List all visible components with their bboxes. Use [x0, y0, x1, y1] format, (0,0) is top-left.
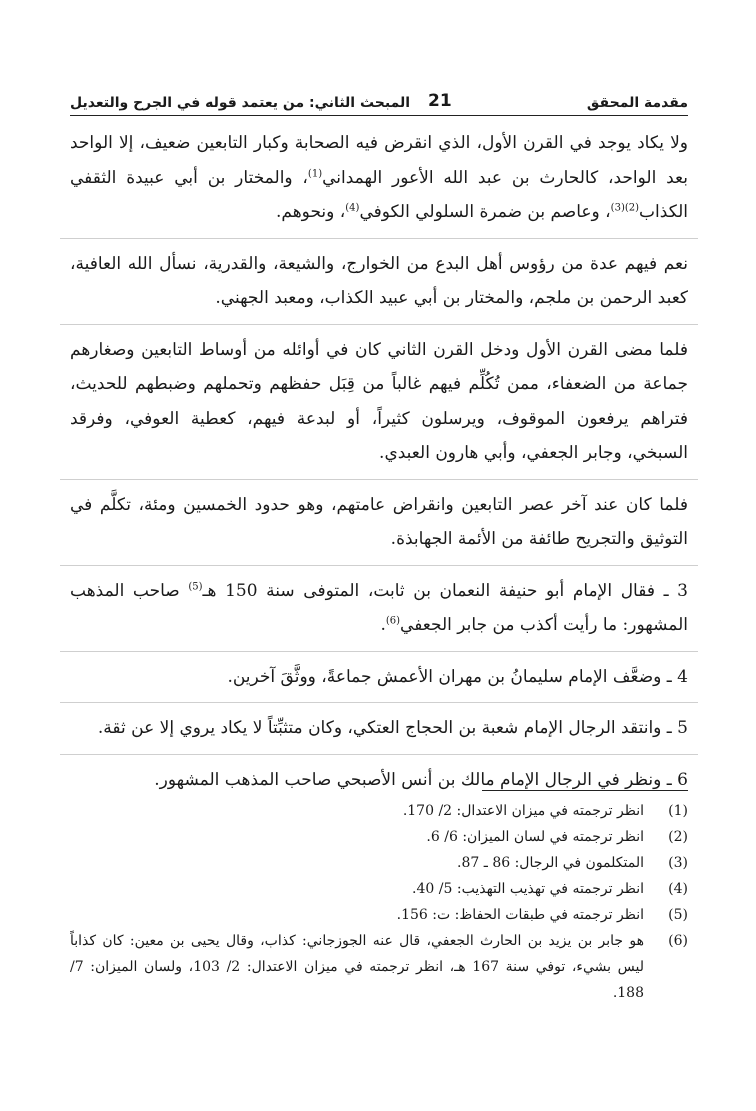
numbered-paragraph: 5 ـ وانتقد الرجال الإمام شعبة بن الحجاج العتكي، وكان متثبِّتاً لا يكاد يروي إلا عن ثقة. [97, 718, 688, 738]
numbered-paragraph: 4 ـ وضعَّف الإمام سليمانُ بن مهران الأعمش جماعةً، ووثَّقَ آخرين. [227, 666, 688, 687]
footnote-number: (1) [668, 803, 688, 819]
section-title: المبحث الثاني: من يعتمد قوله في الجرح والتعديل [70, 95, 411, 111]
paragraph-text: . [380, 615, 386, 635]
footnote-text: انظر ترجمته في طبقات الحفاظ: ت: 156. [396, 907, 644, 923]
footnote-ref: (4) [345, 202, 360, 214]
footnote-number: (2) [668, 829, 688, 845]
running-header [70, 86, 688, 116]
paragraph-text: ولا يكاد يوجد في القرن الأول، الذي انقرض فيه الصحابة وكبار التابعين ضعيف، إلا الواحد بعد الواحد، كالحارث بن عبد الله الأعور الهمداني [70, 133, 688, 188]
footnote [70, 798, 688, 824]
footnote [70, 824, 688, 850]
footnote-number: (3) [668, 855, 688, 871]
chapter-title: مقدمة المحقق [586, 95, 688, 111]
paragraph-text: ، وعاصم بن ضمرة السلولي الكوفي [359, 202, 611, 222]
footnote-text: المتكلمون في الرجال: 86 ـ 87. [457, 855, 644, 871]
paragraph: فلما مضى القرن الأول ودخل القرن الثاني كان في أوائله من أوساط التابعين وصغارهم جماعة من الضعفاء، ممن تُكُلِّم فيهم غالباً من قِبَل حفظهم وتحملهم وضبطهم للحديث، فتراهم يرفعون الموقوف، ويرسلون كثيراً، أو لبدعة فيهم، كعطية العوفي، وفرقد السبخي، وجابر الجعفي، وأبي هارون العبدي. [70, 339, 688, 463]
paragraph-separator [60, 324, 698, 325]
paragraph: فلما كان عند آخر عصر التابعين وانقراض عامتهم، وهو حدود الخمسين ومئة، تكلَّم في التوثيق والتجريح طائفة من الأئمة الجهابذة. [70, 494, 688, 549]
paragraph: نعم فيهم عدة من رؤوس أهل البدع من الخوارج، والشيعة، والقدرية، نسأل الله العافية، كعبد الرحمن بن ملجم، والمختار بن أبي عبيد الكذاب، ومعبد الجهني. [70, 253, 688, 308]
footnote-number: (6) [668, 933, 688, 949]
footnote [70, 928, 688, 1006]
footnote-rule [482, 790, 688, 791]
footnote-text: انظر ترجمته في ميزان الاعتدال: 2/ 170. [402, 803, 644, 819]
footnote-number: (4) [668, 881, 688, 897]
footnote-ref: (5) [188, 580, 203, 592]
paragraph-text: 3 ـ فقال الإمام أبو حنيفة النعمان بن ثابت، المتوفى سنة 150 هـ [202, 580, 688, 601]
paragraph-separator [60, 702, 698, 703]
paragraph-text: صاحب المذهب المشهور: ما رأيت أكذب من جابر الجعفي [70, 580, 688, 635]
page-number: 21 [428, 91, 452, 111]
paragraph-text: ، ونحوهم. [275, 202, 346, 222]
footnote [70, 902, 688, 928]
paragraph-text: ، والمختار بن أبي عبيدة الثقفي الكذاب [70, 167, 688, 222]
paragraph-separator [60, 754, 698, 755]
header-group [70, 91, 452, 111]
footnote-ref: (6) [385, 615, 401, 627]
footnotes [70, 798, 688, 1006]
footnote-ref: (1) [307, 167, 323, 179]
paragraph [70, 126, 688, 230]
footnote-ref: (2)(3) [610, 202, 640, 214]
footnote [70, 876, 688, 902]
main-text [70, 126, 688, 797]
paragraph-separator [60, 479, 698, 480]
numbered-paragraph [70, 574, 688, 643]
numbered-paragraph: 6 ـ ونظر في الرجال الإمام مالك بن أنس الأصبحي صاحب المذهب المشهور. [154, 769, 688, 790]
footnote-text: انظر ترجمته في لسان الميزان: 6/ 6. [426, 829, 644, 845]
paragraph-separator [60, 565, 698, 566]
footnote-number: (5) [668, 907, 688, 923]
footnote-text: انظر ترجمته في تهذيب التهذيب: 5/ 40. [412, 881, 644, 897]
paragraph-separator [60, 651, 698, 652]
paragraph-separator [60, 238, 698, 239]
footnote [70, 850, 688, 876]
footnote-text: هو جابر بن يزيد بن الحارث الجعفي، قال عنه الجوزجاني: كذاب، وقال يحيى بن معين: كان كذاباً ليس بشيء، توفي سنة 167 هـ، انظر ترجمته في ميزان الاعتدال: 2/ 103، ولسان الميزان: 7/ 188. [70, 933, 644, 1001]
